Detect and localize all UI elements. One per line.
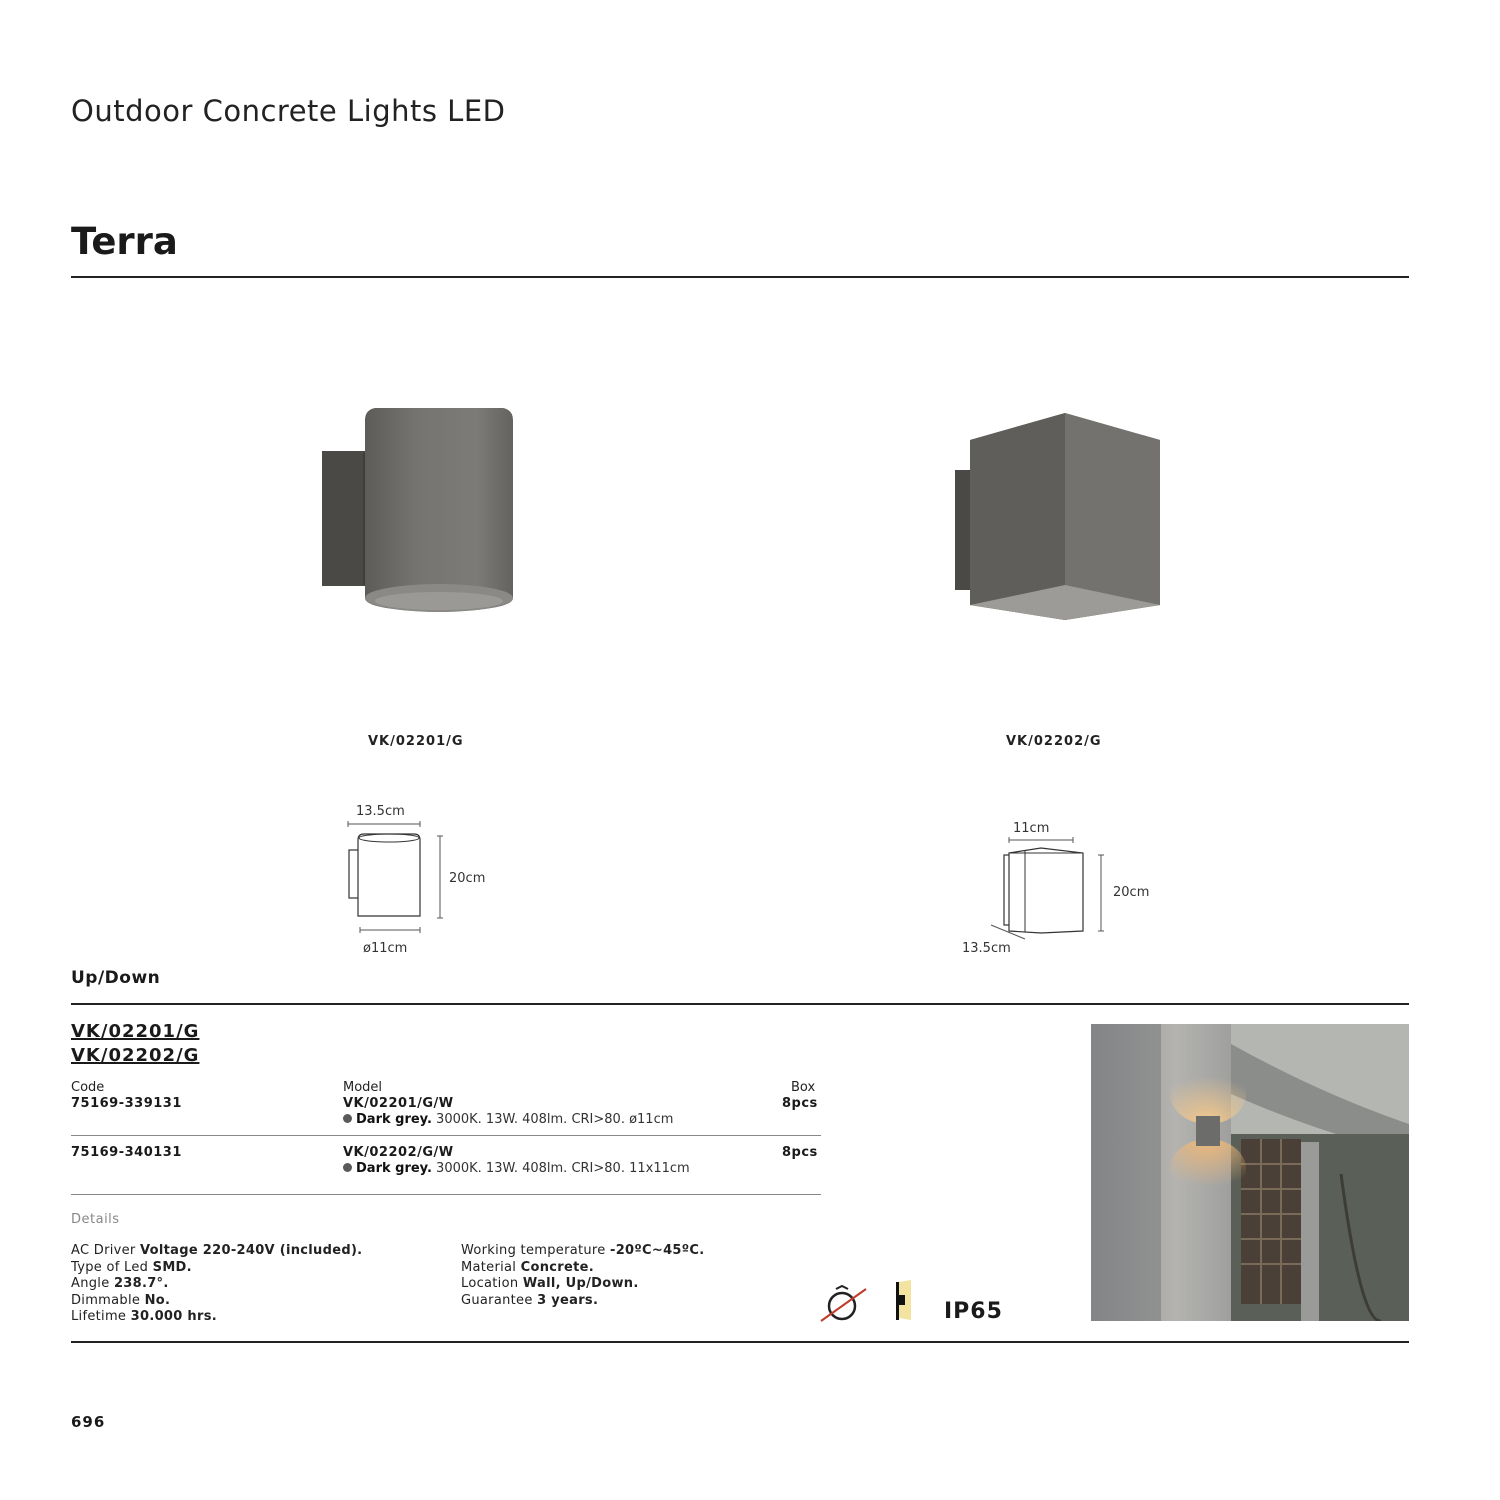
dimension-depth: 13.5cm <box>962 941 1011 956</box>
column-header-code: Code <box>71 1080 105 1095</box>
color-swatch-icon <box>343 1114 352 1123</box>
table-cell-model: VK/02201/G/W <box>343 1096 454 1111</box>
table-cell-code: 75169-340131 <box>71 1145 182 1160</box>
footer-divider <box>71 1341 1409 1343</box>
color-name: Dark grey. <box>356 1161 432 1176</box>
product-photo-box <box>950 410 1165 625</box>
table-cell-spec <box>343 1112 673 1127</box>
details-left-column: AC Driver Voltage 220-240V (included). Type of Led SMD. Angle 238.7°. Dimmable No. Lifetime 30.000 hrs. <box>71 1243 363 1324</box>
dimension-height: 20cm <box>449 871 486 886</box>
section-label: Up/Down <box>71 968 161 988</box>
details-label: Details <box>71 1212 120 1227</box>
spec-text: 3000K. 13W. 408lm. CRI>80. 11x11cm <box>436 1161 690 1176</box>
product-family-title: Terra <box>71 220 178 263</box>
table-cell-code: 75169-339131 <box>71 1096 182 1111</box>
details-right-column: Working temperature -20ºC~45ºC. Material Concrete. Location Wall, Up/Down. Guarantee 3 years. <box>461 1243 705 1308</box>
not-dimmable-icon <box>819 1285 869 1325</box>
model-code-link[interactable]: VK/02201/G <box>71 1021 200 1042</box>
column-header-model: Model <box>343 1080 383 1095</box>
dimension-width: 11cm <box>1013 821 1050 836</box>
table-bottom-divider <box>71 1194 821 1195</box>
ip-rating-badge: IP65 <box>944 1299 1003 1324</box>
section-divider <box>71 1003 1409 1005</box>
catalog-section-title: Outdoor Concrete Lights LED <box>71 94 506 128</box>
title-divider <box>71 276 1409 278</box>
table-cell-model: VK/02202/G/W <box>343 1145 454 1160</box>
page-number: 696 <box>71 1413 106 1431</box>
model-code-link[interactable]: VK/02202/G <box>71 1045 200 1066</box>
dimension-width: 13.5cm <box>356 804 405 819</box>
color-swatch-icon <box>343 1163 352 1172</box>
color-name: Dark grey. <box>356 1112 432 1127</box>
product-caption: VK/02201/G <box>368 734 464 749</box>
product-caption: VK/02202/G <box>1006 734 1102 749</box>
column-header-box: Box <box>791 1080 816 1095</box>
dimension-drawing-box <box>985 835 1115 945</box>
table-cell-box: 8pcs <box>782 1145 818 1160</box>
table-cell-box: 8pcs <box>782 1096 818 1111</box>
product-photo-cylinder <box>315 398 535 623</box>
spec-text: 3000K. 13W. 408lm. CRI>80. ø11cm <box>436 1112 674 1127</box>
ambient-photo <box>1091 1024 1409 1321</box>
dimension-drawing-cylinder <box>340 818 450 933</box>
dimension-height: 20cm <box>1113 885 1150 900</box>
table-cell-spec <box>343 1161 690 1176</box>
wall-light-icon <box>893 1280 915 1322</box>
dimension-diameter: ø11cm <box>363 941 408 956</box>
model-codes <box>71 1020 199 1068</box>
row-divider <box>71 1135 821 1136</box>
